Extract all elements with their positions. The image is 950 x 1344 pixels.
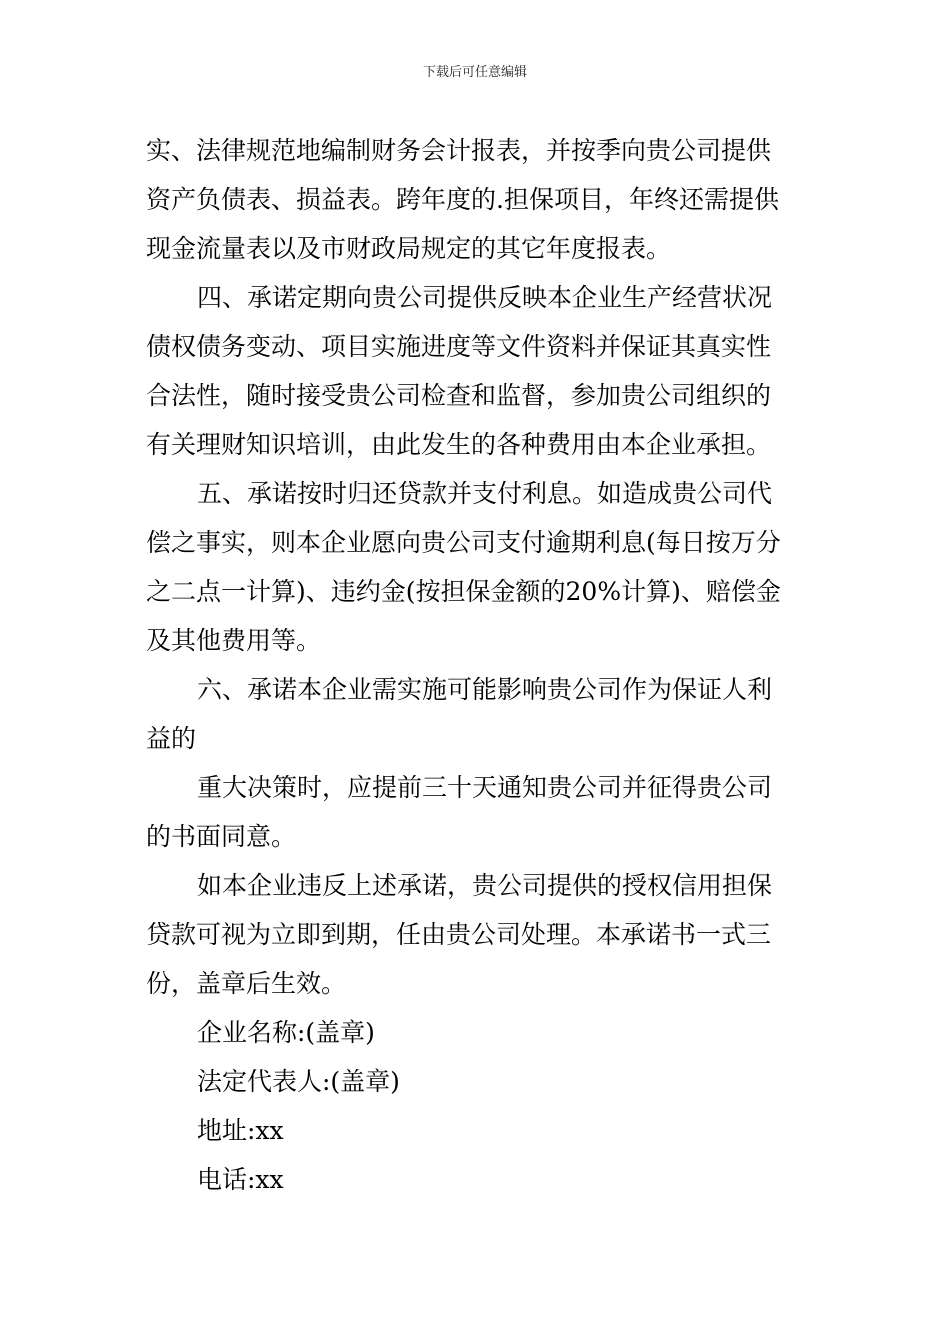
text-line: 益的 [146,724,197,753]
text-line: 贷款可视为立即到期，任由贵公司处理。本承诺书一式三 [146,920,772,949]
signature-phone: 电话:xx [197,1165,284,1194]
text-line: 及其他费用等。 [146,626,322,655]
text-line: 有关理财知识培训，由此发生的各种费用由本企业承担。 [146,430,772,459]
document-body [146,126,810,1204]
text-line: 之二点一计算)、违约金(按担保金额的20%计算)、赔偿金 [146,577,781,606]
text-line: 债权债务变动、项目实施进度等文件资料并保证其真实性 [146,332,772,361]
text-line: 重大决策时，应提前三十天通知贵公司并征得贵公司 [197,773,773,802]
text-line: 现金流量表以及市财政局规定的其它年度报表。 [146,234,672,263]
text-line: 的书面同意。 [146,822,297,851]
text-line: 资产负债表、损益表。跨年度的.担保项目，年终还需提供 [146,185,779,214]
text-line: 五、承诺按时归还贷款并支付利息。如造成贵公司代 [197,479,773,508]
page-header: 下载后可任意编辑 [422,65,527,80]
text-line: 四、承诺定期向贵公司提供反映本企业生产经营状况 [197,283,773,312]
text-line: 实、法律规范地编制财务会计报表，并按季向贵公司提供 [146,136,772,165]
signature-address: 地址:xx [197,1116,284,1145]
text-line: 份，盖章后生效。 [146,969,347,998]
text-line: 六、承诺本企业需实施可能影响贵公司作为保证人利 [197,675,773,704]
signature-company-name: 企业名称:(盖章) [197,1018,375,1047]
signature-legal-representative: 法定代表人:(盖章) [197,1067,400,1096]
text-line: 如本企业违反上述承诺，贵公司提供的授权信用担保 [197,871,773,900]
text-line: 合法性，随时接受贵公司检查和监督，参加贵公司组织的 [146,381,772,410]
text-line: 偿之事实，则本企业愿向贵公司支付逾期利息(每日按万分 [146,528,781,557]
